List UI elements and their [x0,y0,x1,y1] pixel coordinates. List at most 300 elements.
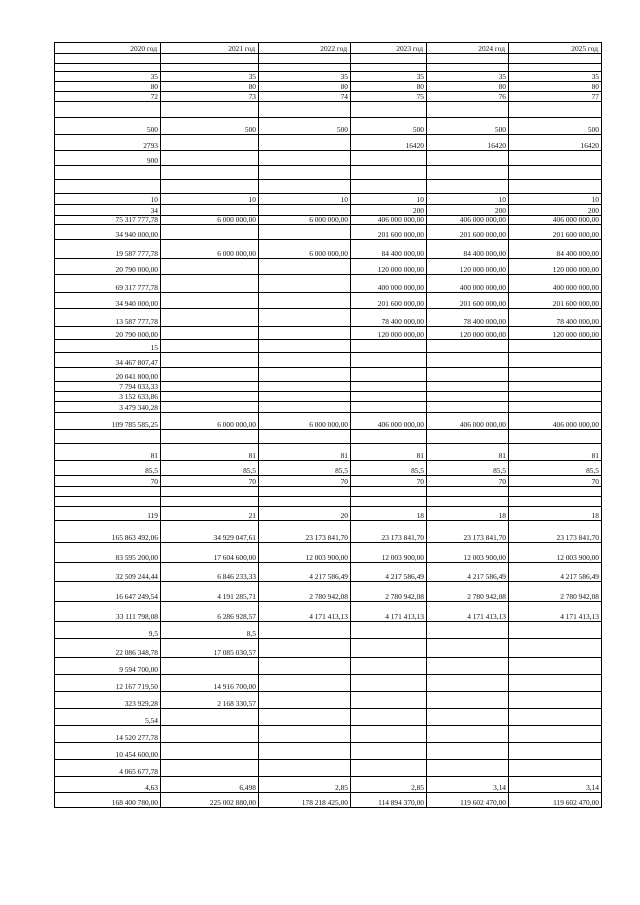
table-cell [55,102,161,118]
table-cell: 120 000 000,00 [509,327,602,340]
table-cell [427,151,509,166]
table-cell: 165 863 492,06 [55,521,161,543]
table-row [55,461,602,476]
table-cell: 70 [55,476,161,487]
table-cell: 3,14 [427,777,509,793]
table-row [55,382,602,392]
table-row [55,293,602,309]
table-row [55,793,602,808]
table-cell [259,64,351,72]
table-cell [351,180,427,194]
table-row [55,102,602,118]
table-cell: 77 [509,92,602,102]
table-cell [427,353,509,368]
table-cell [351,392,427,402]
table-cell: 201 600 000,00 [351,225,427,240]
table-cell [509,658,602,675]
table-cell: 20 041 800,00 [55,368,161,382]
table-cell: 84 400 000,00 [427,240,509,259]
table-cell: 12 167 719,50 [55,675,161,692]
table-cell [161,205,259,216]
table-cell [427,340,509,353]
table-cell [161,225,259,240]
table-cell [351,487,427,497]
table-row [55,444,602,461]
table-cell: 500 [509,118,602,135]
table-cell [259,166,351,180]
table-cell [161,487,259,497]
table-row [55,692,602,709]
table-cell [351,151,427,166]
table-cell [55,64,161,72]
table-cell [427,180,509,194]
table-row [55,64,602,72]
table-cell: 76 [427,92,509,102]
table-cell: 83 595 200,00 [55,543,161,563]
table-cell: 2 780 942,08 [351,582,427,602]
table-cell [259,340,351,353]
table-cell: 2 780 942,08 [259,582,351,602]
table-row [55,392,602,402]
table-cell: 178 218 425,00 [259,793,351,808]
table-row [55,777,602,793]
table-cell [427,64,509,72]
table-cell: 6 846 233,33 [161,563,259,582]
table-cell: 34 [55,205,161,216]
table-cell [259,497,351,507]
table-cell: 70 [509,476,602,487]
table-row [55,72,602,82]
table-cell: 119 602 470,00 [427,793,509,808]
table-cell [351,382,427,392]
table-cell: 78 400 000,00 [427,309,509,327]
table-cell [161,382,259,392]
table-cell [427,487,509,497]
table-cell: 4 217 586,49 [427,563,509,582]
table-cell: 81 [509,444,602,461]
table-cell [259,639,351,658]
table-row [55,476,602,487]
table-row [55,259,602,275]
table-row [55,639,602,658]
table-cell: 2 168 330,57 [161,692,259,709]
table-cell [259,102,351,118]
table-row [55,151,602,166]
table-cell [351,709,427,726]
table-cell: 6 286 928,57 [161,602,259,622]
table-cell: 35 [351,72,427,82]
table-cell [351,743,427,760]
table-cell [161,275,259,293]
table-row [55,340,602,353]
table-cell [509,692,602,709]
table-cell: 23 173 841,70 [351,521,427,543]
table-cell [161,327,259,340]
table-cell [259,402,351,413]
table-cell: 12 003 900,00 [259,543,351,563]
table-cell: 69 317 777,78 [55,275,161,293]
table-cell: 200 [427,205,509,216]
table-cell [351,102,427,118]
table-cell: 2,85 [259,777,351,793]
table-cell: 4 217 586,49 [509,563,602,582]
table-cell: 80 [259,82,351,92]
table-cell [259,205,351,216]
table-row [55,402,602,413]
table-cell: 12 003 900,00 [351,543,427,563]
table-cell [351,368,427,382]
table-cell: 80 [351,82,427,92]
table-cell: 20 790 000,00 [55,327,161,340]
table-cell: 14 916 700,00 [161,675,259,692]
table-cell [509,353,602,368]
table-cell [161,309,259,327]
table-cell: 74 [259,92,351,102]
table-row [55,353,602,368]
table-cell: 21 [161,507,259,521]
table-cell: 406 000 000,00 [351,413,427,430]
table-cell: 225 002 880,00 [161,793,259,808]
table-cell [509,487,602,497]
table-cell: 23 173 841,70 [509,521,602,543]
table-cell: 81 [161,444,259,461]
table-cell: 16420 [427,135,509,151]
table-cell: 4 217 586,49 [351,563,427,582]
table-cell [509,166,602,180]
header-2025: 2025 год [509,43,602,54]
table-cell: 500 [351,118,427,135]
table-cell [259,180,351,194]
table-row [55,368,602,382]
table-cell: 85,5 [509,461,602,476]
table-cell [427,639,509,658]
table-cell [259,327,351,340]
table-cell: 35 [427,72,509,82]
table-cell [259,392,351,402]
table-cell [509,64,602,72]
table-cell: 70 [161,476,259,487]
table-cell: 78 400 000,00 [351,309,427,327]
table-cell: 400 000 000,00 [509,275,602,293]
table-cell [351,64,427,72]
table-cell: 81 [55,444,161,461]
table-row [55,709,602,726]
table-cell: 500 [161,118,259,135]
table-cell: 406 000 000,00 [509,413,602,430]
table-cell [161,64,259,72]
table-cell: 81 [427,444,509,461]
table-row [55,658,602,675]
table-cell [259,692,351,709]
table-cell [259,430,351,444]
table-cell: 500 [427,118,509,135]
table-cell [161,658,259,675]
table-cell [427,166,509,180]
table-cell: 2 780 942,08 [509,582,602,602]
table-cell [427,675,509,692]
table-cell [161,54,259,64]
table-cell: 200 [509,205,602,216]
table-cell [351,692,427,709]
table-cell [55,497,161,507]
table-cell [161,180,259,194]
table-cell: 81 [259,444,351,461]
table-cell [427,709,509,726]
table-cell [509,368,602,382]
table-cell: 201 600 000,00 [351,293,427,309]
table-row [55,180,602,194]
table-cell: 10 454 600,00 [55,743,161,760]
table-cell: 323 929,28 [55,692,161,709]
table-cell: 6 000 000,00 [259,413,351,430]
table-row [55,413,602,430]
table-cell: 17 604 600,00 [161,543,259,563]
table-cell: 35 [259,72,351,82]
table-cell: 84 400 000,00 [351,240,427,259]
table-row [55,507,602,521]
table-cell: 22 086 348,78 [55,639,161,658]
table-row [55,135,602,151]
table-cell: 80 [509,82,602,92]
table-cell [509,180,602,194]
table-cell: 80 [427,82,509,92]
table-cell [161,760,259,777]
table-cell [427,622,509,639]
table-row [55,602,602,622]
table-cell [351,760,427,777]
table-cell [161,726,259,743]
table-cell [509,340,602,353]
table-cell [427,54,509,64]
table-cell: 84 400 000,00 [509,240,602,259]
table-cell [509,382,602,392]
table-row [55,225,602,240]
table-cell: 85,5 [259,461,351,476]
table-cell [509,709,602,726]
table-cell [161,743,259,760]
table-cell: 6 000 000,00 [161,413,259,430]
table-cell: 10 [427,194,509,205]
table-cell: 18 [351,507,427,521]
table-cell: 32 509 244,44 [55,563,161,582]
table-cell [259,382,351,392]
table-cell: 4 217 586,49 [259,563,351,582]
table-cell [259,135,351,151]
table-cell [427,658,509,675]
table-cell: 33 111 798,08 [55,602,161,622]
table-cell [259,743,351,760]
table-cell [259,275,351,293]
table-cell: 2 780 942,08 [427,582,509,602]
table-cell: 120 000 000,00 [351,259,427,275]
table-cell [259,675,351,692]
table-cell: 13 587 777,78 [55,309,161,327]
table-row [55,582,602,602]
table-cell: 500 [55,118,161,135]
table-cell [509,743,602,760]
table-cell [509,675,602,692]
table-cell [161,135,259,151]
table-cell [55,54,161,64]
table-cell: 6,498 [161,777,259,793]
table-cell: 16 647 249,54 [55,582,161,602]
table-cell [509,622,602,639]
table-cell [259,293,351,309]
data-table [54,42,602,808]
table-cell: 4 171 413,13 [427,602,509,622]
table-cell [259,309,351,327]
table-cell [259,259,351,275]
header-2023: 2023 год [351,43,427,54]
header-2024: 2024 год [427,43,509,54]
table-cell [351,340,427,353]
header-2020: 2020 год [55,43,161,54]
table-cell [427,402,509,413]
table-cell [161,102,259,118]
table-cell: 35 [55,72,161,82]
table-cell: 8,5 [161,622,259,639]
table-cell [351,639,427,658]
table-cell [161,497,259,507]
table-cell: 20 [259,507,351,521]
table-body [55,43,602,808]
table-cell: 35 [161,72,259,82]
table-cell: 201 600 000,00 [509,293,602,309]
table-row [55,205,602,216]
table-cell [509,430,602,444]
table-row [55,166,602,180]
table-cell: 6 000 000,00 [259,216,351,225]
table-cell [509,726,602,743]
table-cell: 34 940 000,00 [55,225,161,240]
table-cell: 85,5 [161,461,259,476]
table-cell: 201 600 000,00 [509,225,602,240]
table-cell: 119 [55,507,161,521]
table-cell: 16420 [509,135,602,151]
table-cell [427,726,509,743]
table-cell [55,180,161,194]
table-cell: 406 000 000,00 [351,216,427,225]
table-cell [509,54,602,64]
table-cell: 120 000 000,00 [427,327,509,340]
table-cell: 9 594 700,00 [55,658,161,675]
table-cell [161,353,259,368]
table-cell [161,293,259,309]
table-cell [161,402,259,413]
table-cell: 201 600 000,00 [427,225,509,240]
table-cell: 78 400 000,00 [509,309,602,327]
table-cell: 500 [259,118,351,135]
table-cell: 120 000 000,00 [509,259,602,275]
table-row [55,675,602,692]
table-cell: 4 065 677,78 [55,760,161,777]
table-cell: 23 173 841,70 [427,521,509,543]
table-cell: 400 000 000,00 [351,275,427,293]
table-cell: 6 000 000,00 [161,240,259,259]
table-cell [259,353,351,368]
table-cell: 201 600 000,00 [427,293,509,309]
table-row [55,487,602,497]
table-cell [259,760,351,777]
table-row [55,430,602,444]
table-cell: 14 520 277,78 [55,726,161,743]
table-row [55,563,602,582]
table-cell [259,487,351,497]
table-cell [509,760,602,777]
table-cell: 5,54 [55,709,161,726]
table-cell [351,430,427,444]
table-cell: 4 171 413,13 [351,602,427,622]
table-cell [509,402,602,413]
table-cell: 406 000 000,00 [509,216,602,225]
table-cell [427,102,509,118]
table-cell [161,392,259,402]
table-cell [427,382,509,392]
table-cell: 406 000 000,00 [427,413,509,430]
table-cell [259,368,351,382]
table-cell: 34 467 807,47 [55,353,161,368]
table-cell: 20 790 000,00 [55,259,161,275]
table-cell [351,353,427,368]
table-cell [351,402,427,413]
table-cell [55,487,161,497]
table-cell [427,743,509,760]
table-cell: 7 794 033,33 [55,382,161,392]
table-row [55,240,602,259]
table-row [55,327,602,340]
table-cell: 10 [161,194,259,205]
table-row [55,82,602,92]
table-cell: 400 000 000,00 [427,275,509,293]
table-cell: 119 602 470,00 [509,793,602,808]
table-row [55,194,602,205]
table-row [55,543,602,563]
table-cell: 168 400 780,00 [55,793,161,808]
table-row [55,726,602,743]
table-cell [351,675,427,692]
table-cell [351,658,427,675]
table-cell [259,726,351,743]
table-cell [259,225,351,240]
table-cell [351,726,427,743]
table-cell: 19 587 777,78 [55,240,161,259]
table-cell: 12 003 900,00 [509,543,602,563]
table-cell: 75 317 777,78 [55,216,161,225]
table-cell [509,392,602,402]
table-cell [259,54,351,64]
table-cell [259,622,351,639]
table-row [55,521,602,543]
table-cell: 23 173 841,70 [259,521,351,543]
table-row [55,275,602,293]
table-cell: 120 000 000,00 [351,327,427,340]
table-cell: 4 171 413,13 [509,602,602,622]
table-cell: 4 171 413,13 [259,602,351,622]
table-cell [259,709,351,726]
table-cell: 10 [259,194,351,205]
table-cell [161,259,259,275]
table-cell [161,430,259,444]
table-cell: 10 [351,194,427,205]
table-cell: 72 [55,92,161,102]
table-cell: 34 940 000,00 [55,293,161,309]
table-cell [351,166,427,180]
table-cell [427,430,509,444]
table-cell [509,102,602,118]
table-cell [259,151,351,166]
table-cell: 120 000 000,00 [427,259,509,275]
table-cell: 3 479 340,28 [55,402,161,413]
